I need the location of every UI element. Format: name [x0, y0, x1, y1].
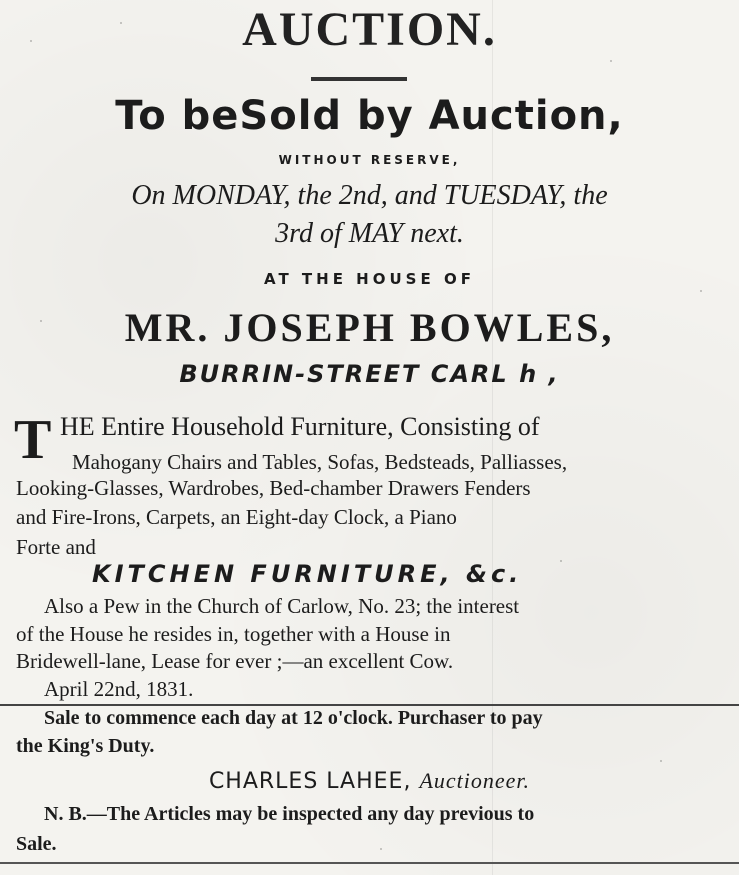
print-speck — [380, 848, 382, 850]
reserve-line: WITHOUT RESERVE, — [278, 153, 461, 167]
title-rule — [311, 77, 407, 81]
print-speck — [30, 40, 32, 42]
owner-name: MR. JOSEPH BOWLES, — [124, 305, 615, 350]
street-line: BURRIN-STREET CARL h , — [179, 360, 560, 388]
house-of-line: AT THE HOUSE OF — [264, 270, 475, 288]
notice-subtitle: To beSold by Auction, — [115, 93, 624, 139]
nota-bene-line: Sale. — [16, 833, 57, 855]
also-line: Bridewell-lane, Lease for ever ;—an excellent Cow. — [16, 649, 454, 673]
notice-date: April 22nd, 1831. — [44, 677, 194, 701]
bottom-rule — [0, 862, 739, 864]
notice-title: AUCTION. — [242, 3, 497, 56]
body-line: and Fire-Irons, Carpets, an Eight-day Clock, a Piano — [16, 505, 457, 529]
section-rule — [0, 704, 739, 706]
drop-cap: T — [14, 409, 52, 471]
auctioneer-name: CHARLES LAHEE, — [208, 769, 412, 794]
print-speck — [40, 320, 42, 322]
print-speck — [560, 560, 562, 562]
also-line: of the House he resides in, together with a House in — [16, 622, 451, 646]
kitchen-furniture-heading: KITCHEN FURNITURE, &c. — [92, 560, 523, 588]
body-line: Looking-Glasses, Wardrobes, Bed-chamber Drawers Fenders — [16, 476, 531, 500]
body-line: HE Entire Household Furniture, Consisting of — [60, 412, 540, 441]
dates-line-1: On MONDAY, the 2nd, and TUESDAY, the — [131, 180, 608, 211]
auctioneer-line — [0, 770, 739, 793]
also-line: Also a Pew in the Church of Carlow, No. 23; the interest — [44, 594, 520, 618]
auctioneer-role: Auctioneer. — [419, 768, 531, 793]
print-speck — [700, 290, 702, 292]
print-speck — [610, 60, 612, 62]
sale-line: Sale to commence each day at 12 o'clock. Purchaser to pay — [44, 707, 543, 729]
dates-line-2: 3rd of MAY next. — [275, 218, 464, 249]
print-speck — [120, 22, 122, 24]
body-line: Forte and — [16, 535, 96, 559]
body-line: Mahogany Chairs and Tables, Sofas, Bedsteads, Palliasses, — [72, 450, 568, 474]
nota-bene-line: N. B.—The Articles may be inspected any day previous to — [44, 803, 535, 825]
print-speck — [660, 760, 662, 762]
sale-line: the King's Duty. — [16, 735, 155, 757]
